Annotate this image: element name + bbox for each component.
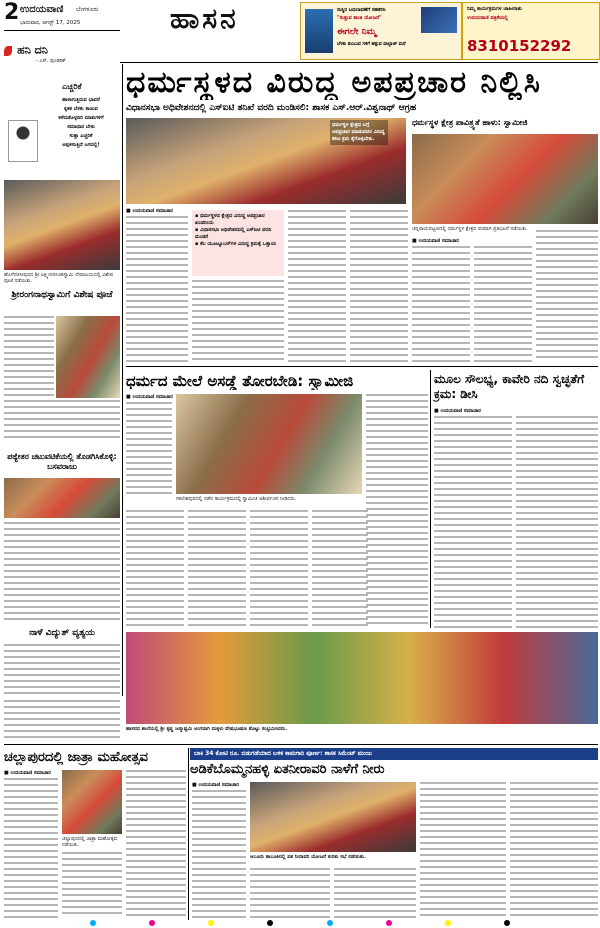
right-story-body bbox=[412, 246, 470, 362]
page-number: 2 bbox=[4, 0, 20, 25]
right-byline: ■ ಉದಯವಾಣಿ ಸಮಾಚಾರ bbox=[412, 238, 459, 244]
bottom-right-byline: ■ ಉದಯವಾಣಿ ಸಮಾಚಾರ bbox=[192, 782, 239, 788]
middle-body bbox=[312, 510, 368, 628]
story-headline-basavaraju: ಪಠ್ಯೇತರ ಚಟುವಟಿಕೆಯಲ್ಲಿ ತೊಡಗಿಸಿಕೊಳ್ಳಿ: ಬಸವರಾಜು bbox=[7, 452, 117, 471]
middle-body bbox=[188, 510, 246, 628]
bottom-right-body bbox=[510, 782, 598, 918]
cauvery-headline: ಮೂಲ ಸೌಲಭ್ಯ, ಕಾವೇರಿ ನದಿ ಸ್ವಚ್ಛತೆಗೆ ಕ್ರಮ: ಡೀಸಿ bbox=[434, 372, 585, 401]
reg-mark bbox=[90, 920, 96, 926]
bottom-right-headline: ಅಡಿಕೆಬೊಮ್ಮನಹಳ್ಳಿ ಏತನೀರಾವರಿ ನಾಳೆಗೆ ನೀರು bbox=[190, 762, 385, 777]
bottom-left-body bbox=[4, 778, 58, 918]
poem-line: ಕೃತಕ ಬೆಳಕು ಕಾಣುವ bbox=[64, 106, 98, 112]
hani-dani-author: - ಎಸ್. ಪುಂಡರಿಕ್ bbox=[36, 58, 67, 64]
story-body bbox=[4, 316, 54, 398]
cauvery-body bbox=[434, 416, 512, 628]
middle-body bbox=[366, 394, 428, 628]
story-body bbox=[4, 400, 120, 440]
middle-photo bbox=[176, 394, 362, 494]
section-title: ಹಾಸನ bbox=[170, 2, 239, 35]
poem-line: ಕಳೆದುಕೊಳ್ಳದಿರಿ ಮಾತುಗಳಿಗೆ bbox=[58, 115, 104, 121]
idol-photo bbox=[56, 316, 120, 398]
bottom-left-body bbox=[126, 770, 186, 918]
krishna-photo-strip bbox=[126, 632, 598, 724]
bottom-left-headline: ಚಲ್ಲಾಪುರದಲ್ಲಿ ಜಾತ್ರಾ ಮಹೋತ್ಸವ bbox=[4, 750, 148, 765]
cauvery-body bbox=[516, 416, 598, 628]
bottom-right-body bbox=[334, 868, 416, 918]
poem-block bbox=[42, 96, 120, 150]
story-headline-srirangantha: ಶ್ರೀರಂಗನಾಥಸ್ವಾಮಿಗೆ ವಿಶೇಷ ಪೂಜೆ bbox=[11, 290, 113, 300]
reg-mark bbox=[267, 920, 273, 926]
middle-caption: ಸಕಲೇಶಪುರದಲ್ಲಿ ನಡೆದ ಕಾರ್ಯಕ್ರಮದಲ್ಲಿ ಸ್ವಾಮೀಜಿ ಆಶೀರ್ವಚನ ನೀಡಿದರು. bbox=[176, 496, 297, 502]
ad-solar bbox=[300, 2, 462, 60]
color-registration-marks bbox=[90, 920, 510, 926]
right-story-headline: ಧರ್ಮಸ್ಥಳ ಕ್ಷೇತ್ರ ಪಾವಿತ್ರ್ಯತೆ ಹಾಳು: ಸ್ವಾಮೀಜಿ bbox=[412, 118, 528, 127]
reg-mark bbox=[386, 920, 392, 926]
right-protest-photo bbox=[412, 134, 598, 224]
story-body bbox=[4, 644, 120, 696]
lead-body bbox=[350, 210, 408, 362]
poem-illustration bbox=[8, 120, 38, 162]
lead-quote: ಧರ್ಮಸ್ಥಳ ಕ್ಷೇತ್ರದ ಬಗ್ಗೆ ಅಪಪ್ರಚಾರ ಮಾಡುವವರ ವಿರುದ್ಧ ಕಠಿಣ ಕ್ರಮ ಕೈಗೊಳ್ಳಬೇಕು. bbox=[330, 120, 388, 145]
lead-byline: ■ ಉದಯವಾಣಿ ಸಮಾಚಾರ bbox=[126, 208, 173, 214]
leaf-icon bbox=[4, 46, 12, 56]
ad-classified-line2: ಉದಯವಾಣಿ ಪತ್ರಿಕೆಯಲ್ಲಿ bbox=[467, 15, 508, 21]
ad-solar-line1: ಸುಸ್ಥಿರ ಬದಲಾವಣೆಗೆ ಸಹಕರಿಸಿ bbox=[337, 7, 386, 13]
paper-date: ಭಾನುವಾರ, ಆಗಸ್ಟ್ 17, 2025 bbox=[20, 20, 81, 26]
middle-body bbox=[126, 510, 184, 628]
right-story-caption: ಚನ್ನರಾಯಪಟ್ಟಣದಲ್ಲಿ ಧರ್ಮಸ್ಥಳ ಕ್ಷೇತ್ರದ ಪರವಾಗಿ ಪ್ರತಿಭಟನೆ ನಡೆಯಿತು. bbox=[412, 226, 528, 232]
ad-solar-panel bbox=[421, 7, 457, 33]
bullet-item: ▪ ಧರ್ಮಸ್ಥಳದ ಕ್ಷೇತ್ರದ ವಿರುದ್ಧ ಅಪಪ್ರಚಾರ ಖಂಡನೀಯ bbox=[195, 213, 265, 226]
temple-photo bbox=[4, 180, 120, 270]
ad-solar-line3: ಈಗಲೇ ನಿಮ್ಮ bbox=[337, 27, 377, 37]
temple-photo-caption: ಹೊಳೆನರಸೀಪುರದ ಶ್ರೀ ಲಕ್ಷ್ಮೀನರಸಿಂಹಸ್ವಾಮಿ ದೇವಾಲಯದಲ್ಲಿ ವಿಶೇಷ ಪೂಜೆ ನಡೆಯಿತು. bbox=[4, 272, 114, 284]
lead-body bbox=[192, 280, 284, 362]
right-story-body bbox=[474, 246, 532, 362]
krishna-photo-caption: ಹಾಸನದ ಶಾಲೆಯಲ್ಲಿ ಶ್ರೀ ಕೃಷ್ಣ ಜನ್ಮಾಷ್ಟಮಿ ಅಂಗವಾಗಿ ಮಕ್ಕಳು ವೇಷಭೂಷಣ ತೊಟ್ಟು ಸಂಭ್ರಮಿಸಿದರು. bbox=[126, 726, 288, 732]
lead-bullets bbox=[192, 210, 284, 276]
middle-byline: ■ ಉದಯವಾಣಿ ಸಮಾಚಾರ bbox=[126, 394, 173, 400]
cauvery-byline: ■ ಉದಯವಾಣಿ ಸಮಾಚಾರ bbox=[434, 408, 481, 414]
reg-mark bbox=[504, 920, 510, 926]
ad-solar-image bbox=[305, 9, 333, 53]
bullet-item: ▪ ಕೆಲ ಯೂಟ್ಯೂಬರ್‌ಗಳ ವಿರುದ್ಧ ಕ್ರಮಕ್ಕೆ ಒತ್ತಾಯ bbox=[195, 241, 277, 247]
irrigation-caption: ಆಲೂರು ತಾಲೂಕಿನಲ್ಲಿ ಏತ ನೀರಾವರಿ ಯೋಜನೆ ಕುರಿತು ಸಭೆ ನಡೆಯಿತು. bbox=[250, 854, 366, 860]
paper-name: ಉದಯವಾಣಿ bbox=[20, 4, 64, 15]
bottom-left-body bbox=[62, 852, 122, 918]
lead-body bbox=[288, 210, 346, 362]
irrigation-photo bbox=[250, 782, 416, 852]
middle-body bbox=[126, 402, 172, 494]
ad-solar-line2: "ಸುತ್ತುವ ಕಾಂತಿ ಯೋಜನೆ" bbox=[337, 15, 382, 21]
right-story-body bbox=[536, 230, 598, 362]
reg-mark bbox=[149, 920, 155, 926]
ad-classified-phone: 8310152292 bbox=[467, 37, 572, 55]
ad-classified-line1: ನಿಮ್ಮ ಕಾರ್ಯಕ್ರಮಗಳ ಜಾಹೀರಾತು bbox=[467, 6, 522, 12]
middle-body bbox=[250, 510, 308, 628]
jatra-photo bbox=[62, 770, 122, 834]
poem-line: ಹಾಳಾಗುತ್ತಿರುವ ಭಾವನೆ bbox=[62, 97, 100, 103]
lead-subhead: ವಿಧಾನಸಭಾ ಅಧಿವೇಶನದಲ್ಲಿ ಎಸ್‌ಐಟಿ ತನಿಖೆ ವರದಿ ಮಂಡಿಸಲಿ: ಶಾಸಕ ಎಸ್.ಆರ್.ವಿಶ್ವನಾಥ್ ಆಗ್ರಹ bbox=[126, 103, 417, 113]
poem-line: ಅಪ್ಪಳಿಸುತ್ತಿದೆ ಜಗದಲ್ಲಿ! bbox=[62, 142, 100, 148]
jatra-caption: ಚಲ್ಲಾಪುರದಲ್ಲಿ ಜಾತ್ರಾ ಮಹೋತ್ಸವ ನಡೆಯಿತು. bbox=[62, 836, 118, 848]
strip-side-text bbox=[4, 700, 120, 740]
reg-mark bbox=[208, 920, 214, 926]
bullet-item: ▪ ವಿಧಾನಸಭಾ ಅಧಿವೇಶನದಲ್ಲಿ ಎಸ್‌ಐಟಿ ವರದಿ ಮಂಡನೆ bbox=[195, 227, 272, 240]
bottom-right-body bbox=[420, 782, 506, 918]
story-headline-power: ನಾಳೆ ವಿದ್ಯುತ್ ವ್ಯತ್ಯಯ bbox=[29, 628, 95, 638]
bottom-left-byline: ■ ಉದಯವಾಣಿ ಸಮಾಚಾರ bbox=[4, 770, 51, 776]
poem-line: ಸಮಾಧಾನ ಬೇಕು bbox=[67, 124, 95, 130]
middle-headline: ಧರ್ಮದ ಮೇಲೆ ಅಸಡ್ಡೆ ತೋರಬೇಡಿ: ಸ್ವಾಮೀಜಿ bbox=[126, 372, 354, 390]
hani-dani-title: ಹನಿ ದನಿ bbox=[17, 43, 48, 57]
poem-title: ಎಚ್ಚರಿಕೆ bbox=[62, 82, 82, 91]
paper-city: ಬೆಂಗಳೂರು bbox=[76, 6, 99, 13]
ad-classified bbox=[462, 2, 600, 60]
reg-mark bbox=[327, 920, 333, 926]
school-photo bbox=[4, 478, 120, 518]
ad-solar-line4: ಬೆಳಕು ತುಂಬುವ ಗಳಿಗೆ ಹತ್ತುವ ವಾಲ್ಟಾಜ್ ಮನೆ bbox=[337, 42, 406, 47]
lead-headline: ಧರ್ಮಸ್ಥಳದ ವಿರುದ್ಧ ಅಪಪ್ರಚಾರ ನಿಲ್ಲಿಸಿ bbox=[126, 66, 542, 100]
lead-body bbox=[126, 216, 188, 362]
bottom-right-body bbox=[192, 790, 246, 918]
story-body bbox=[4, 522, 120, 622]
bottom-kicker: ಬಾಕಿ 34 ಕೋಟಿ ರೂ. ಬಿಡುಗಡೆಯಾದ ಬಳಿಕ ಕಾಮಗಾರಿ ಪೂರ್ಣ: ಶಾಸಕ ಸಿಮೆಂಟ್ ಮಂಜು bbox=[190, 748, 598, 760]
reg-mark bbox=[445, 920, 451, 926]
hani-dani-brand bbox=[4, 40, 48, 59]
bottom-right-body bbox=[250, 868, 330, 918]
poem-line: ಸುತ್ತಾ ಎಚ್ಚರಿಕೆ bbox=[69, 133, 93, 139]
